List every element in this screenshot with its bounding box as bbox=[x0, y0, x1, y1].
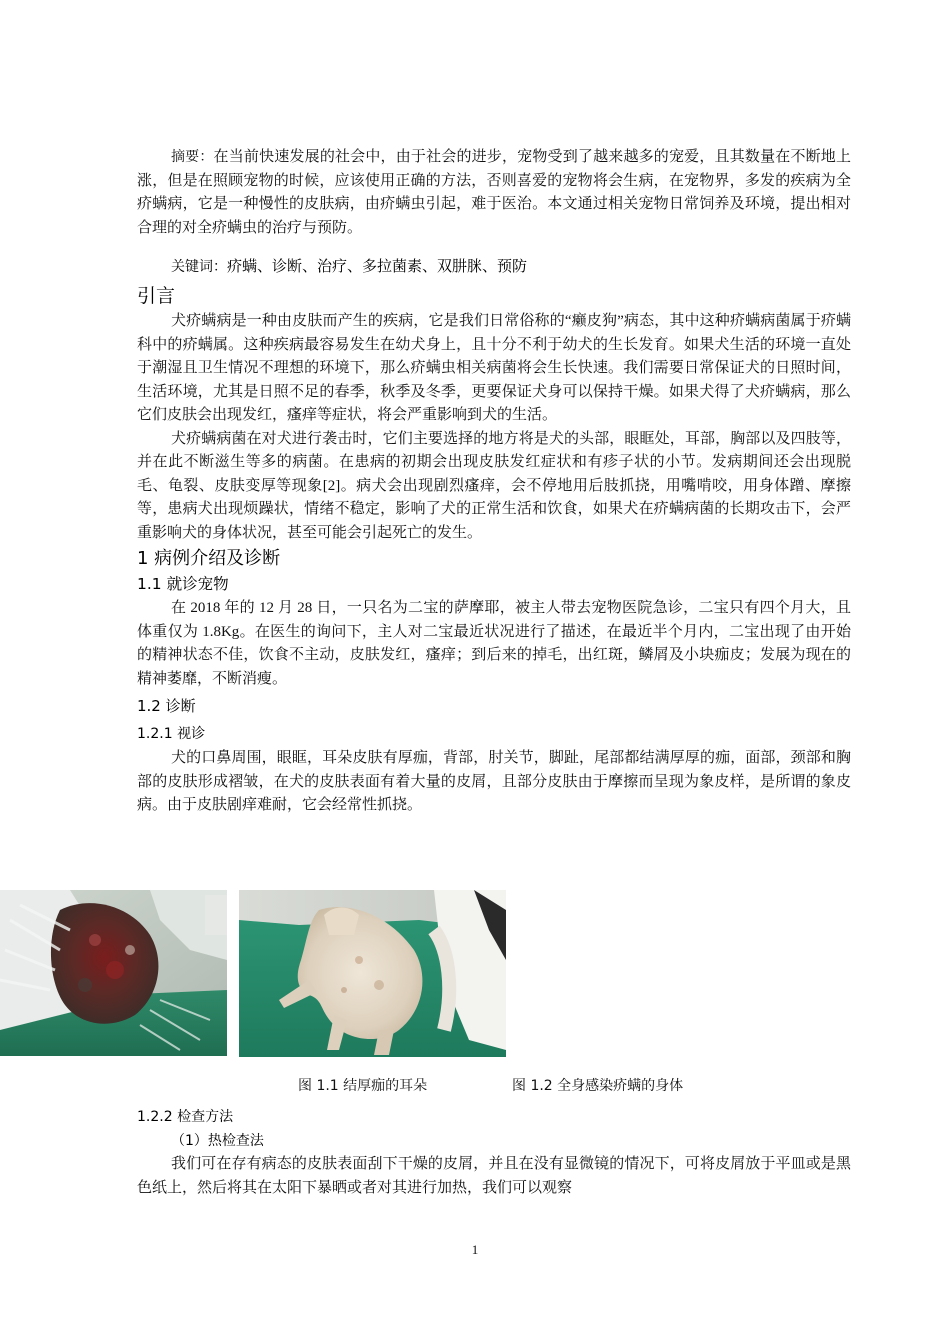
abstract-text: 在当前快速发展的社会中，由于社会的进步，宠物受到了越来越多的宠爱，且其数量在不断地上涨，但是在照顾宠物的时候，应该使用正确的方法，否则喜爱的宠物将会生病，在宠物界，多发的疾病为全疥螨病，它是一种慢性的皮肤病，由疥螨虫引起，难于医治。本文通过相关宠物日常饲养及环境，提出相对合理的对全疥螨虫的治疗与预防。 bbox=[137, 149, 851, 236]
lower-content bbox=[137, 1104, 851, 1200]
method-paragraph: 我们可在存有病态的皮肤表面刮下干燥的皮屑，并且在没有显微镜的情况下，可将皮屑放于平皿或是黑色纸上，然后将其在太阳下暴晒或者对其进行加热，我们可以观察 bbox=[137, 1156, 851, 1196]
intro-paragraph-1: 犬疥螨病是一种由皮肤而产生的疾病，它是我们日常俗称的“癞皮狗”病态，其中这种疥螨病菌属于疥螨科中的疥螨属。这种疾病最容易发生在幼犬身上，且十分不利于幼犬的生长发育。如果犬生活的环境一直处于潮湿且卫生情况不理想的环境下，那么疥螨虫相关病菌将会生长快速。我们需要日常保证犬的日照时间，生活环境，尤其是日照不足的春季，秋季及冬季，更要保证犬身可以保持干燥。如果犬得了犬疥螨病，那么它们皮肤会出现发红，瘙痒等症状，将会严重影响到犬的生活。 bbox=[137, 313, 851, 423]
figure-1-1-caption: 图 1.1 结厚痂的耳朵 bbox=[298, 1078, 428, 1094]
method-item-1: （1）热检查法 bbox=[171, 1133, 264, 1149]
abstract-label: 摘要： bbox=[171, 149, 214, 165]
page-number: 1 bbox=[471, 1242, 479, 1257]
abstract-paragraph bbox=[137, 146, 851, 240]
section1-2-2-heading: 1.2.2 检查方法 bbox=[137, 1109, 234, 1125]
figures-row bbox=[0, 890, 950, 1060]
infested-body-photo bbox=[239, 890, 506, 1057]
main-content bbox=[137, 146, 851, 818]
section1-1-paragraph: 在 2018 年的 12 月 28 日，一只名为二宝的萨摩耶，被主人带去宠物医院急诊，二宝只有四个月大，且体重仅为 1.8Kg。在医生的询问下，主人对二宝最近状况进行了描述，在最近半个月内，二宝出现了由开始的精神状态不佳，饮食不主动，皮肤发红，瘙痒；到后来的掉毛，出红斑，鳞屑及小块痂皮；发展为现在的精神萎靡，不断消瘦。 bbox=[137, 600, 851, 687]
section1-2-heading: 1.2 诊断 bbox=[137, 697, 196, 715]
section1-2-1-paragraph: 犬的口鼻周围，眼眶，耳朵皮肤有厚痂，背部，肘关节，脚趾，尾部都结满厚厚的痂，面部，颈部和胸部的皮肤形成褶皱，在犬的皮肤表面有着大量的皮屑，且部分皮肤由于摩擦而呈现为象皮样，是所谓的象皮病。由于皮肤剧痒难耐，它会经常性抓挠。 bbox=[137, 750, 851, 813]
crusted-ear-photo bbox=[0, 890, 227, 1056]
section1-heading: 1 病例介绍及诊断 bbox=[137, 548, 281, 569]
figure-1-2-caption: 图 1.2 全身感染疥螨的身体 bbox=[512, 1078, 684, 1094]
intro-paragraph-2: 犬疥螨病菌在对犬进行袭击时，它们主要选择的地方将是犬的头部，眼眶处，耳部，胸部以及四肢等，并在此不断滋生等多的病菌。在患病的初期会出现皮肤发红症状和有疹子状的小节。发病期间还会出现脱毛、龟裂、皮肤变厚等现象[2]。病犬会出现剧烈瘙痒，会不停地用后肢抓挠，用嘴啃咬，用身体蹭、摩擦等，患病犬出现烦躁状，情绪不稳定，影响了犬的正常生活和饮食，如果犬在疥螨病菌的长期攻击下，会严重影响犬的身体状况，甚至可能会引起死亡的发生。 bbox=[137, 430, 851, 541]
keywords-label: 关键词： bbox=[171, 259, 227, 275]
keywords-values: 疥螨、诊断、治疗、多拉菌素、双肼脒、预防 bbox=[227, 257, 528, 275]
section1-1-heading: 1.1 就诊宠物 bbox=[137, 575, 229, 593]
intro-heading: 引言 bbox=[137, 285, 176, 307]
section1-2-1-heading: 1.2.1 视诊 bbox=[137, 726, 206, 742]
figure-captions bbox=[0, 1075, 950, 1097]
keywords-line bbox=[171, 255, 851, 278]
